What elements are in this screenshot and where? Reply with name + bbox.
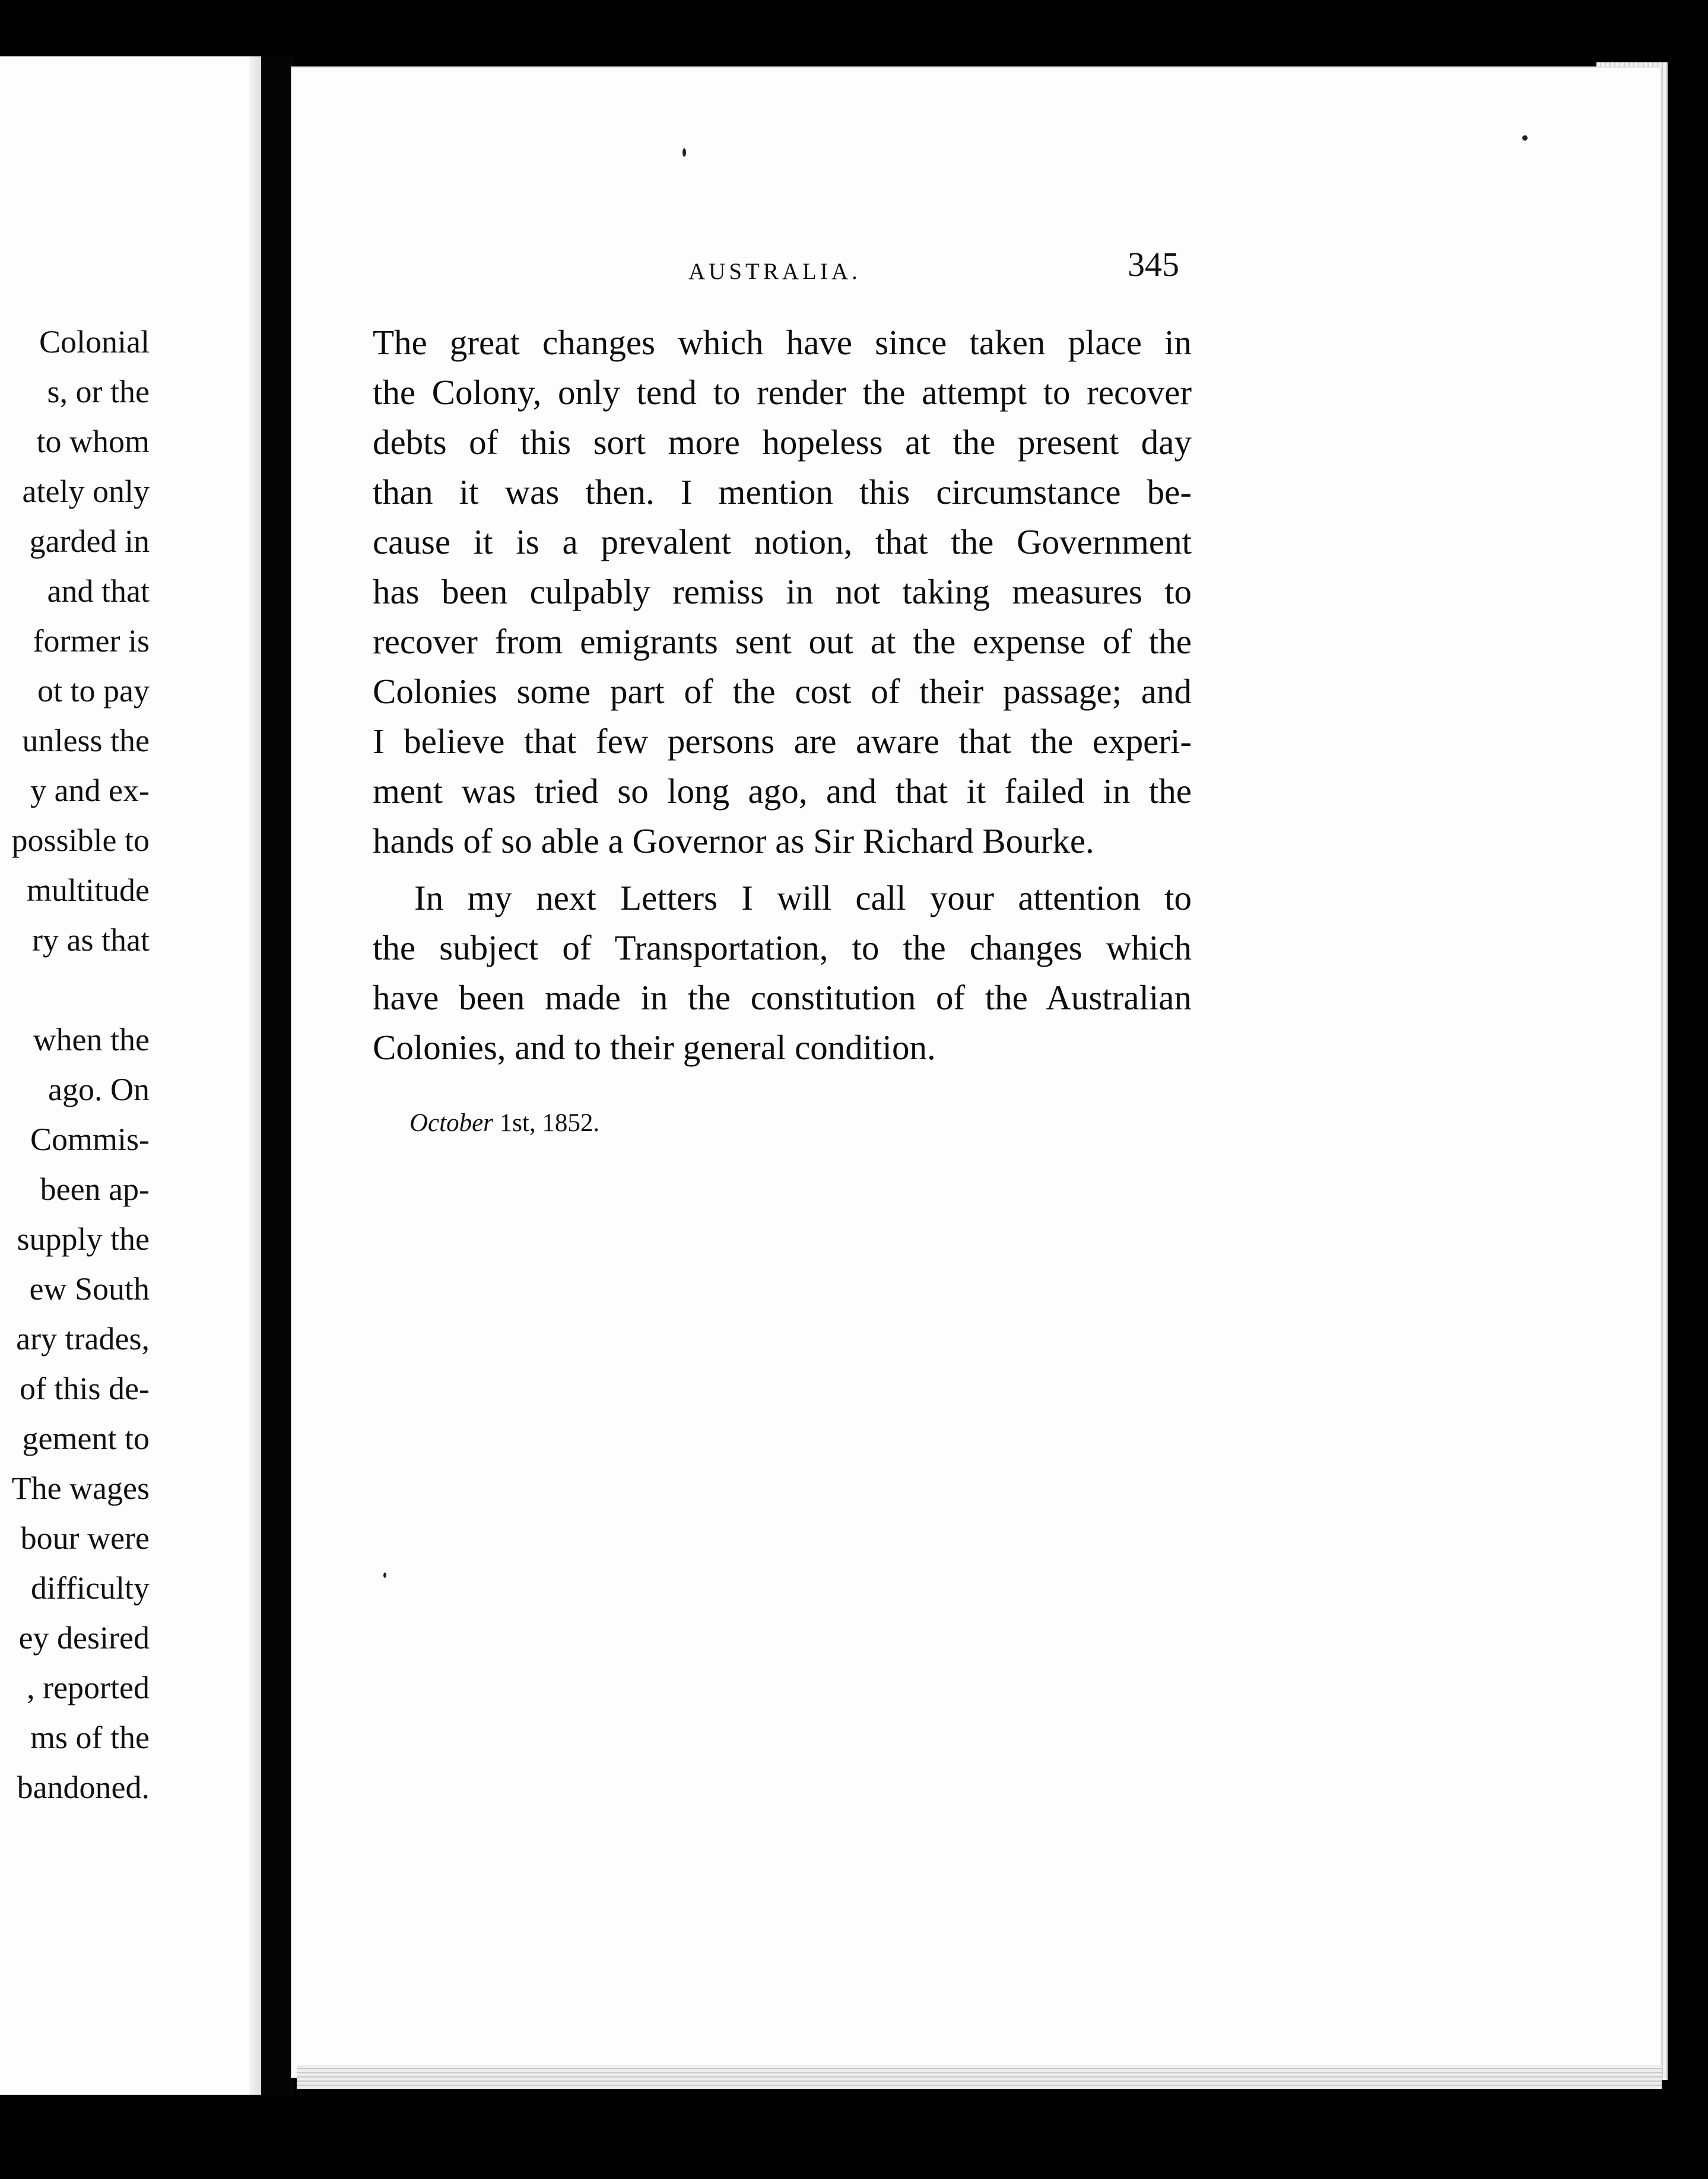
dateline-date: 1st, 1852. [499, 1109, 600, 1137]
left-page-line: ey desired [18, 1620, 150, 1656]
left-page-line: difficulty [31, 1570, 150, 1606]
left-page-line: ot to pay [37, 673, 150, 709]
text-line: have been made in the constitution of the Australian [373, 978, 1192, 1017]
text-line: the subject of Transportation, to the changes which [373, 928, 1192, 967]
left-page-line: been ap- [40, 1171, 150, 1207]
left-page-line: s, or the [47, 374, 150, 409]
text-line: recover from emigrants sent out at the expense of the [373, 622, 1192, 661]
text-line: Colonies some part of the cost of their passage; and [373, 672, 1192, 711]
left-page-line: The wages [11, 1470, 150, 1506]
left-page-line: to whom [36, 424, 150, 459]
left-page-line: bandoned. [17, 1770, 150, 1805]
left-page [0, 56, 261, 2095]
text-line: ment was tried so long ago, and that it failed in the [373, 771, 1192, 811]
text-line: cause it is a prevalent notion, that the Government [373, 522, 1192, 561]
left-page-line: unless the [22, 723, 150, 758]
left-page-line: when the [33, 1022, 150, 1057]
text-line: Colonies, and to their general condition. [373, 1028, 936, 1067]
running-head: AUSTRALIA. [688, 259, 861, 284]
left-page-line: Commis- [30, 1122, 150, 1157]
paragraph [373, 873, 1192, 1072]
binding-gutter [261, 56, 294, 2095]
left-page-line: gement to [22, 1421, 150, 1456]
body-text [373, 317, 1192, 1072]
paragraph [373, 317, 1192, 866]
left-page-line: supply the [17, 1221, 150, 1257]
left-page-line: bour were [20, 1520, 150, 1556]
text-line: hands of so able a Governor as Sir Richard Bourke. [373, 821, 1094, 860]
scan-speck [1522, 135, 1528, 141]
left-page-edge [249, 56, 261, 2095]
text-line: I believe that few persons are aware that the experi- [373, 722, 1192, 761]
dateline-month: October [409, 1109, 493, 1137]
page-number: 345 [1128, 245, 1179, 284]
text-line: The great changes which have since taken place in [373, 323, 1192, 362]
left-page-line: Colonial [39, 324, 150, 360]
left-page-line: multitude [27, 872, 150, 908]
text-line: has been culpably remiss in not taking measures to [373, 572, 1192, 611]
left-page-line: ew South [29, 1271, 150, 1307]
page-bottom-edge [297, 2065, 1662, 2089]
scan-speck [383, 1573, 386, 1578]
left-page-line: ms of the [30, 1720, 150, 1755]
left-page-line: of this de- [20, 1371, 150, 1406]
left-page-line: possible to [11, 822, 150, 858]
left-page-line: ry as that [32, 922, 150, 958]
left-page-line: and that [47, 573, 150, 609]
scan-speck [682, 148, 686, 157]
text-line: debts of this sort more hopeless at the present day [373, 423, 1192, 462]
left-page-line: , reported [27, 1670, 150, 1705]
dateline [409, 1108, 599, 1138]
left-page-line: ary trades, [16, 1321, 150, 1357]
left-page-line: ago. On [48, 1072, 150, 1107]
text-line: In my next Letters I will call your attention to [414, 878, 1192, 917]
left-page-line: garded in [29, 523, 150, 559]
left-page-line: y and ex- [30, 773, 150, 808]
left-page-line: former is [33, 623, 150, 659]
left-page-line: ately only [22, 474, 150, 509]
text-line: than it was then. I mention this circumstance be- [373, 472, 1192, 512]
text-line: the Colony, only tend to render the attempt to recover [373, 373, 1192, 412]
